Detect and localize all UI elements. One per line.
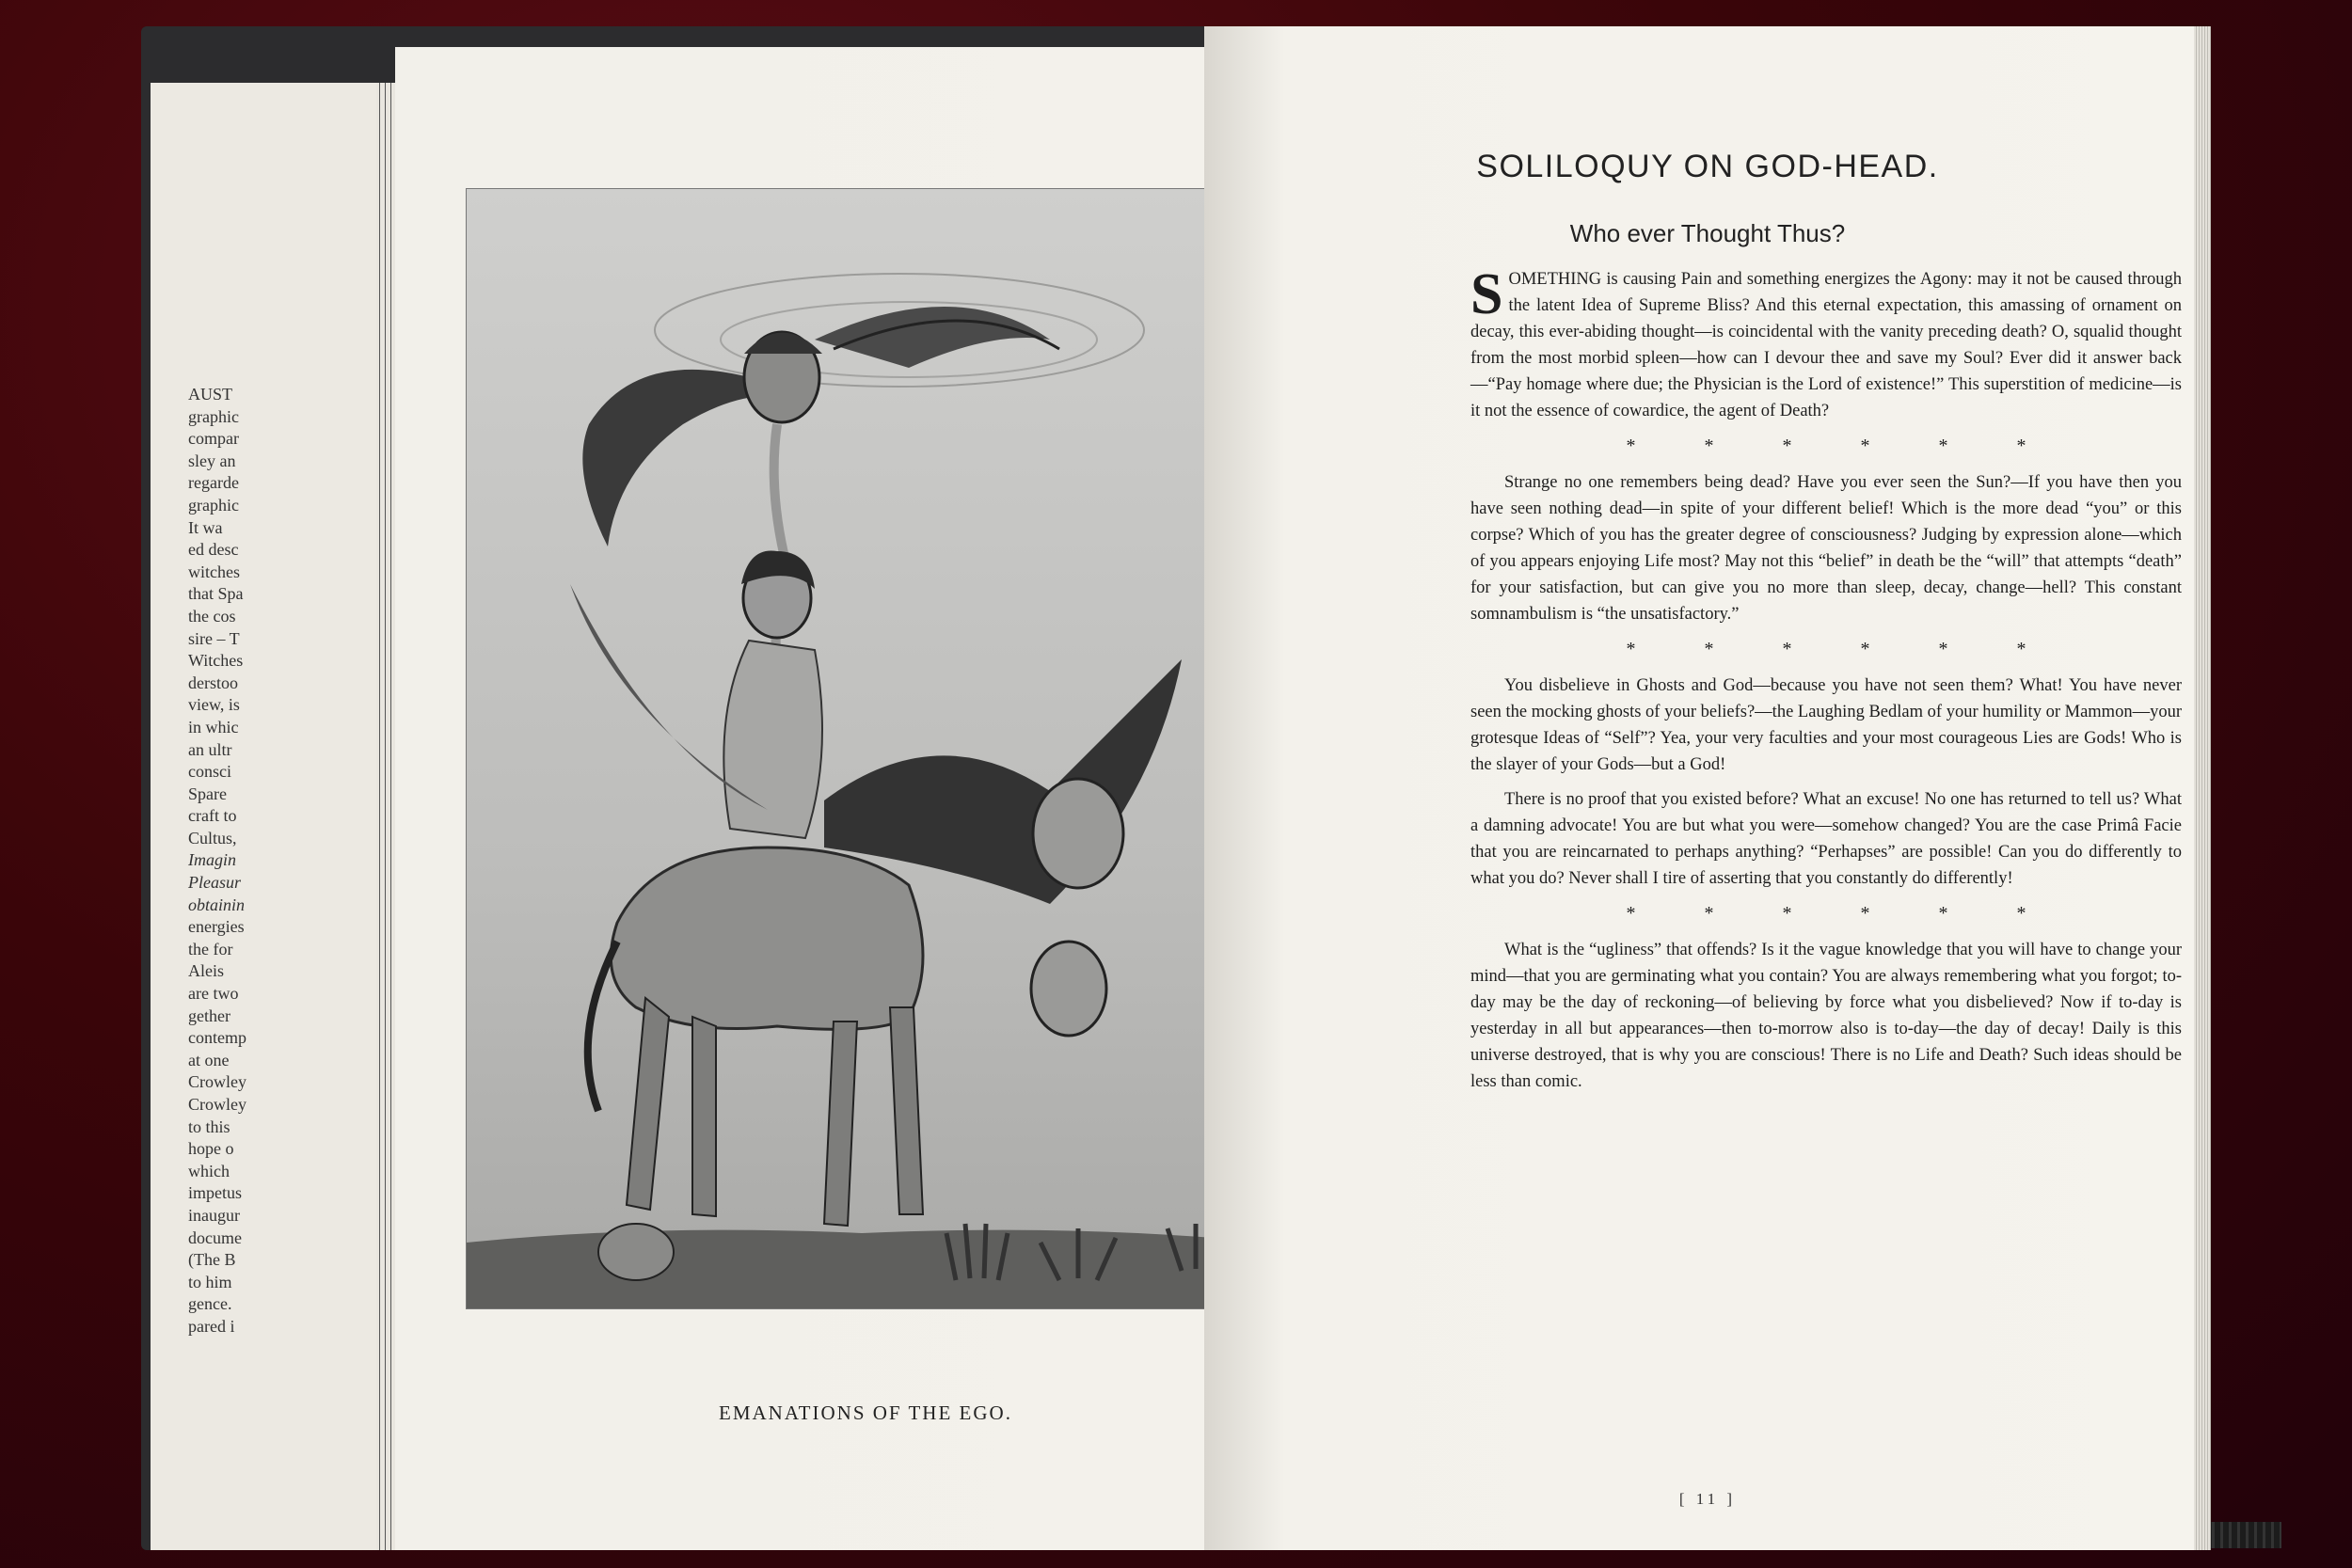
- underlying-text-line: an ultr: [188, 739, 232, 759]
- page-stack: [376, 83, 397, 1550]
- underlying-text-line: the for: [188, 939, 233, 958]
- underlying-text-line: consci: [188, 762, 231, 782]
- underlying-text-line: graphic: [188, 406, 239, 426]
- underlying-text-line: pared i: [188, 1316, 235, 1336]
- underlying-text-line: which: [188, 1161, 230, 1180]
- page-number: [ 11 ]: [1678, 1490, 1737, 1508]
- underlying-text-line: Crowley: [188, 1095, 246, 1114]
- underlying-text-line: at one: [188, 1050, 230, 1069]
- paragraph-4: There is no proof that you existed before? What an excuse! No one has returned to tell us? What a damning advocate! You are but what you were—somehow changed? You are the case Primâ Facie that you are reincarnated to perhaps anything? “Perhapses” are possible! Can you do differently to what you do? Never shall I tire of asserting that you constantly do differently!: [1470, 790, 2182, 888]
- underlying-text-line: to this: [188, 1117, 230, 1136]
- underlying-text-line: It wa: [188, 517, 223, 537]
- underlying-text-line: graphic: [188, 495, 239, 515]
- section-break: * * * * * *: [1626, 903, 2058, 924]
- underlying-text-line: Crowley: [188, 1072, 246, 1092]
- underlying-page: [151, 83, 379, 1550]
- underlying-text-line: gether: [188, 1006, 230, 1025]
- underlying-text-line: that Spa: [188, 584, 244, 604]
- underlying-text-line: compar: [188, 429, 239, 449]
- underlying-text-line: to him: [188, 1272, 232, 1291]
- underlying-text-line: (The B: [188, 1250, 236, 1270]
- left-page: [395, 47, 1345, 1550]
- underlying-text-line: AUST: [188, 385, 233, 404]
- underlying-text-line: sley an: [188, 451, 236, 470]
- underlying-text-line: energies: [188, 917, 245, 937]
- underlying-text-line: gence.: [188, 1294, 232, 1314]
- underlying-text-line: contemp: [188, 1028, 246, 1048]
- underlying-text-line: Spare: [188, 784, 227, 803]
- underlying-text-line: regarde: [188, 473, 239, 493]
- underlying-text-line: witches: [188, 562, 240, 581]
- underlying-text-line: craft to: [188, 806, 237, 826]
- underlying-text-line: in whic: [188, 717, 239, 736]
- right-page: [1204, 26, 2211, 1550]
- underlying-text-line: view, is: [188, 695, 240, 715]
- underlying-text-line: are two: [188, 984, 239, 1004]
- paragraph-1: SOMETHING is causing Pain and something energizes the Agony: may it not be caused through the latent Idea of Supreme Bliss? And this eternal expectation, this amassing of ornament on decay, this ever-abiding thought—is coincidental with the vanity preceding death? O, squalid thought from the most morbid spleen—how can I devour thee and save my Soul? Ever did it answer back—“Pay homage where due; the Physician is the Lord of existence!” This superstition of medicine—is it not the essence of cowardice, the agent of Death?: [1470, 262, 2182, 420]
- underlying-text-line: hope o: [188, 1139, 234, 1159]
- illustration-plate: [466, 188, 1267, 1309]
- underlying-text-line: docume: [188, 1227, 242, 1247]
- section-break: * * * * * *: [1626, 436, 2058, 456]
- section-break: * * * * * *: [1626, 639, 2058, 659]
- underlying-text-line: sire – T: [188, 628, 240, 648]
- underlying-text: [188, 384, 379, 1338]
- underlying-text-line: inaugur: [188, 1205, 240, 1225]
- underlying-text-line: impetus: [188, 1183, 242, 1203]
- underlying-text-line: Aleis: [188, 961, 224, 981]
- body-text: [1470, 262, 2182, 1103]
- page-subtitle: Who ever Thought Thus?: [1569, 219, 1846, 247]
- page-fore-edge: [2194, 26, 2211, 1550]
- paragraph-2: Strange no one remembers being dead? Have you ever seen the Sun?—If you have then you have seen nothing dead—in spite of your different belief! Which is the more dead “you” or this corpse? Which of you has the greater degree of consciousness? Judging by expression alone—which of you appears enjoying Life most? May not this “belief” in death be the “will” that attempts “death” for your satisfaction, but can give you no more than sleep, decay, change—hell? This constant somnambulism is “the unsatisfactory.”: [1470, 473, 2182, 624]
- illustration-caption: EMANATIONS OF THE EGO.: [719, 1402, 1012, 1424]
- page-title: SOLILOQUY ON GOD-HEAD.: [1476, 149, 1939, 184]
- underlying-text-line: Witches: [188, 651, 244, 671]
- underlying-text-line: Cultus,: [188, 828, 237, 847]
- paragraph-5: What is the “ugliness” that offends? Is it the vague knowledge that you will have to change your mind—that you are germinating what you contain? You are always remembering what you forgot; to-day may be the day of reckoning—of believing by force what you disbelieved? Now if to-day is yesterday in all but appearances—then to-morrow also is to-day—the day of decay! Daily is this universe destroyed, that is why you are conscious! There is no Life and Death? Such ideas should be less than comic.: [1470, 941, 2182, 1091]
- underlying-text-line: the cos: [188, 606, 236, 626]
- underlying-text-line: derstoo: [188, 673, 238, 692]
- drop-cap: S: [1470, 262, 1503, 326]
- paragraph-3: You disbelieve in Ghosts and God—because you have not seen them? What! You have never seen the mocking ghosts of your beliefs?—the Laughing Bedlam of your humility or Mammon—your grotesque Ideas of “Self”? Yea, your very faculties and your most courageous Lies are Gods! Who is the slayer of your Gods—but a God!: [1470, 676, 2182, 774]
- underlying-text-line: ed desc: [188, 540, 239, 560]
- underlying-text-line: Pleasur: [188, 873, 241, 893]
- open-book: [141, 26, 2211, 1550]
- underlying-text-line: Imagin: [188, 850, 236, 870]
- illustration: [467, 189, 1266, 1308]
- underlying-text-line: obtainin: [188, 895, 246, 914]
